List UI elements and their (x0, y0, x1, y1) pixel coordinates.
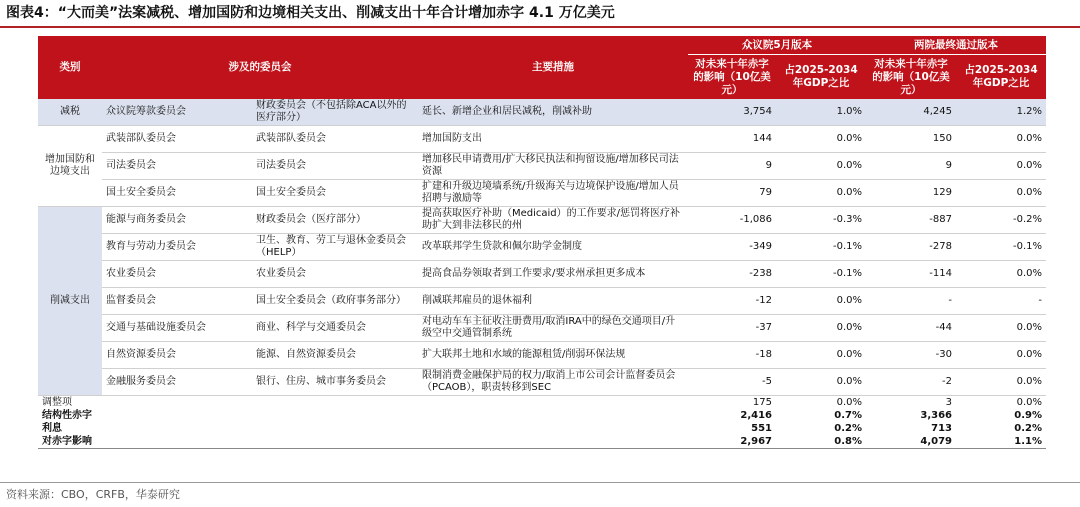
table-row (38, 126, 1046, 153)
house-gdp-cell: 0.0% (776, 180, 866, 207)
summary-final-impact: 3,366 (920, 410, 952, 421)
house-impact-cell: -5 (688, 369, 776, 396)
measure-cell: 扩建和升级边境墙系统/升级海关与边境保护设施/增加人员招聘与激励等 (418, 180, 688, 207)
summary-final-impact: 713 (931, 423, 952, 434)
figure-title: 图表4：“大而美”法案减税、增加国防和边境相关支出、削减支出十年合计增加赤字 4.1 万亿美元 (0, 0, 1080, 28)
header-house-impact: 对未来十年赤字的影响（10亿美元） (688, 55, 776, 100)
summary-house-gdp: 0.2% (834, 423, 862, 434)
committee-cell: 财政委员会（不包括除ACA以外的医疗部分） (252, 99, 418, 126)
committee-cell: 国土安全委员会 (252, 180, 418, 207)
table-row (38, 369, 1046, 396)
house-impact-cell: -238 (688, 261, 776, 288)
final-gdp-cell: 0.0% (956, 180, 1046, 207)
table-row (38, 342, 1046, 369)
final-gdp-cell: 0.0% (956, 342, 1046, 369)
header-final-gdp: 占2025-2034年GDP之比 (956, 55, 1046, 100)
final-impact-cell: 4,245 (866, 99, 956, 126)
header-final-version: 两院最终通过版本 (866, 36, 1046, 55)
header-committee: 涉及的委员会 (102, 36, 418, 99)
proposer-cell: 金融服务委员会 (102, 369, 252, 396)
proposer-cell: 交通与基础设施委员会 (102, 315, 252, 342)
committee-cell: 司法委员会 (252, 153, 418, 180)
summary-final-gdp: 0.2% (1014, 423, 1042, 434)
committee-cell: 商业、科学与交通委员会 (252, 315, 418, 342)
summary-label: 利息 (42, 423, 62, 434)
proposer-cell: 众议院筹款委员会 (102, 99, 252, 126)
proposer-cell: 能源与商务委员会 (102, 207, 252, 234)
final-impact-cell: 9 (866, 153, 956, 180)
group-label: 减税 (38, 99, 102, 126)
final-gdp-cell: -0.2% (956, 207, 1046, 234)
committee-cell: 财政委员会（医疗部分） (252, 207, 418, 234)
header-category: 类别 (38, 36, 102, 99)
house-impact-cell: -12 (688, 288, 776, 315)
final-impact-cell: 129 (866, 180, 956, 207)
summary-house-gdp: 0.7% (834, 410, 862, 421)
measure-cell: 提高食品券领取者到工作要求/要求州承担更多成本 (418, 261, 688, 288)
summary-final-gdp: 1.1% (956, 435, 1046, 449)
proposer-cell: 自然资源委员会 (102, 342, 252, 369)
summary-row (38, 422, 1046, 435)
final-impact-cell: - (866, 288, 956, 315)
table-body (38, 99, 1046, 449)
committee-cell: 国土安全委员会（政府事务部分） (252, 288, 418, 315)
table-row (38, 207, 1046, 234)
house-gdp-cell: 0.0% (776, 288, 866, 315)
final-gdp-cell: 0.0% (956, 315, 1046, 342)
group-label: 增加国防和边境支出 (38, 126, 102, 207)
house-gdp-cell: 0.0% (776, 369, 866, 396)
measure-cell: 限制消费金融保护局的权力/取消上市公司会计监督委员会（PCAOB），职责转移到SEC (418, 369, 688, 396)
house-gdp-cell: 0.0% (776, 126, 866, 153)
final-gdp-cell: 0.0% (956, 261, 1046, 288)
measure-cell: 增加移民申请费用/扩大移民执法和拘留设施/增加移民司法资源 (418, 153, 688, 180)
proposer-cell: 农业委员会 (102, 261, 252, 288)
proposer-cell: 监督委员会 (102, 288, 252, 315)
summary-house-impact: 2,967 (688, 435, 776, 449)
final-gdp-cell: 1.2% (956, 99, 1046, 126)
house-gdp-cell: 0.0% (776, 342, 866, 369)
source-note: 资料来源：CBO，CRFB，华泰研究 (6, 488, 180, 501)
final-impact-cell: -44 (866, 315, 956, 342)
proposer-cell: 教育与劳动力委员会 (102, 234, 252, 261)
summary-house-impact: 175 (688, 396, 776, 410)
measure-cell: 扩大联邦土地和水域的能源租赁/削弱环保法规 (418, 342, 688, 369)
measure-cell: 改革联邦学生贷款和佩尔助学金制度 (418, 234, 688, 261)
summary-row (38, 435, 1046, 449)
deficit-table (38, 36, 1046, 449)
final-impact-cell: -114 (866, 261, 956, 288)
header-house-version: 众议院5月版本 (688, 36, 866, 55)
summary-label: 对赤字影响 (38, 435, 688, 449)
table-row (38, 288, 1046, 315)
summary-final-impact: 3 (866, 396, 956, 410)
house-impact-cell: 9 (688, 153, 776, 180)
house-impact-cell: -37 (688, 315, 776, 342)
summary-house-impact: 551 (751, 423, 772, 434)
header-measures: 主要措施 (418, 36, 688, 99)
bottom-rule (0, 482, 1080, 483)
summary-final-gdp: 0.9% (1014, 410, 1042, 421)
house-gdp-cell: 0.0% (776, 153, 866, 180)
house-impact-cell: -1,086 (688, 207, 776, 234)
summary-row (38, 409, 1046, 422)
house-gdp-cell: -0.3% (776, 207, 866, 234)
final-gdp-cell: -0.1% (956, 234, 1046, 261)
final-gdp-cell: 0.0% (956, 153, 1046, 180)
table-row (38, 153, 1046, 180)
final-impact-cell: -30 (866, 342, 956, 369)
committee-cell: 能源、自然资源委员会 (252, 342, 418, 369)
group-label: 削减支出 (38, 207, 102, 396)
house-gdp-cell: 1.0% (776, 99, 866, 126)
final-gdp-cell: 0.0% (956, 369, 1046, 396)
committee-cell: 农业委员会 (252, 261, 418, 288)
committee-cell: 卫生、教育、劳工与退休金委员会（HELP） (252, 234, 418, 261)
measure-cell: 延长、新增企业和居民减税，削减补助 (418, 99, 688, 126)
summary-row (38, 396, 1046, 410)
measure-cell: 对电动车车主征收注册费用/取消IRA中的绿色交通项目/升级空中交通管制系统 (418, 315, 688, 342)
table-row (38, 180, 1046, 207)
summary-label: 调整项 (38, 396, 688, 410)
house-impact-cell: 3,754 (688, 99, 776, 126)
table-row (38, 261, 1046, 288)
final-impact-cell: -2 (866, 369, 956, 396)
house-gdp-cell: -0.1% (776, 261, 866, 288)
house-impact-cell: -349 (688, 234, 776, 261)
measure-cell: 增加国防支出 (418, 126, 688, 153)
final-gdp-cell: 0.0% (956, 126, 1046, 153)
measure-cell: 削减联邦雇员的退休福利 (418, 288, 688, 315)
final-impact-cell: -887 (866, 207, 956, 234)
header-house-gdp: 占2025-2034年GDP之比 (776, 55, 866, 100)
final-impact-cell: -278 (866, 234, 956, 261)
summary-house-gdp: 0.8% (776, 435, 866, 449)
house-gdp-cell: -0.1% (776, 234, 866, 261)
summary-house-gdp: 0.0% (776, 396, 866, 410)
committee-cell: 武装部队委员会 (252, 126, 418, 153)
table-row (38, 315, 1046, 342)
proposer-cell: 司法委员会 (102, 153, 252, 180)
proposer-cell: 武装部队委员会 (102, 126, 252, 153)
house-impact-cell: -18 (688, 342, 776, 369)
proposer-cell: 国土安全委员会 (102, 180, 252, 207)
summary-label: 结构性赤字 (42, 410, 92, 421)
house-gdp-cell: 0.0% (776, 315, 866, 342)
deficit-table-container (38, 36, 1046, 449)
house-impact-cell: 144 (688, 126, 776, 153)
summary-final-impact: 4,079 (866, 435, 956, 449)
final-impact-cell: 150 (866, 126, 956, 153)
header-final-impact: 对未来十年赤字的影响（10亿美元） (866, 55, 956, 100)
summary-house-impact: 2,416 (740, 410, 772, 421)
measure-cell: 提高获取医疗补助（Medicaid）的工作要求/惩罚将医疗补助扩大到非法移民的州 (418, 207, 688, 234)
house-impact-cell: 79 (688, 180, 776, 207)
summary-final-gdp: 0.0% (956, 396, 1046, 410)
final-gdp-cell: - (956, 288, 1046, 315)
table-row (38, 99, 1046, 126)
table-row (38, 234, 1046, 261)
committee-cell: 银行、住房、城市事务委员会 (252, 369, 418, 396)
